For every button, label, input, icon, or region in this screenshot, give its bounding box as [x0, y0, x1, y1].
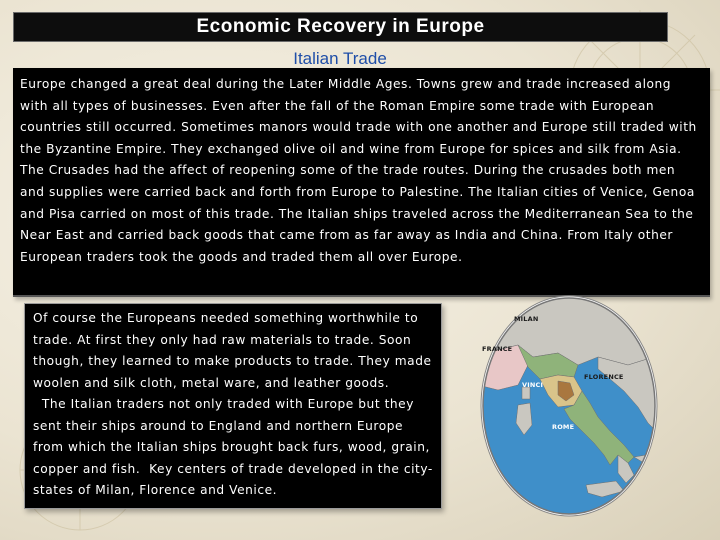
map-label-france: FRANCE [482, 345, 513, 353]
paragraph-trade-centers: The Italian traders not only traded with Europe but they sent their ships around to England and northern Europe from which the Italian ships brought back furs, wood, grain, copper and fish. Key centers of trade developed in the city-states of Milan, Florence and Venice. [33, 397, 435, 497]
slide-subtitle: Italian Trade [293, 49, 387, 68]
paragraph-crusades: The Crusades had the affect of reopening some of the trade routes. During the crusades both men and supplies were carried back and forth from Europe to Palestine. The Italian cities of Venice, Genoa and Pisa carried on most of this trade. The Italian ships traveled across the Mediterranean Sea to the Near East and carried back goods that came from as far away as India and China. From Italy other European traders took the goods and traded them all over Europe. [20, 163, 695, 264]
map-label-vinci: VINCI [522, 381, 544, 389]
italy-map-graphic [478, 295, 660, 517]
map-label-rome: ROME [552, 423, 575, 431]
text-box-europe-trade [13, 68, 710, 297]
slide-title: Economic Recovery in Europe [13, 12, 668, 42]
text-box-italian-traders [24, 303, 442, 509]
map-label-milan: MILAN [514, 315, 539, 323]
italy-map [478, 295, 660, 517]
paragraph-products: Of course the Europeans needed something worthwhile to trade. At first they only had raw materials to trade. Soon though, they learned to make products to trade. They made woolen and silk cloth, metal ware, and leather goods. [33, 311, 432, 390]
map-label-florence: FLORENCE [584, 373, 624, 381]
paragraph-later-middle-ages: Europe changed a great deal during the Later Middle Ages. Towns grew and trade increased along with all types of businesses. Even after the fall of the Roman Empire some trade with European countries still occurred. Sometimes manors would trade with one another and Europe still traded with the Byzantine Empire. They exchanged olive oil and wine from Europe for spices and silk from Asia. [20, 77, 697, 156]
